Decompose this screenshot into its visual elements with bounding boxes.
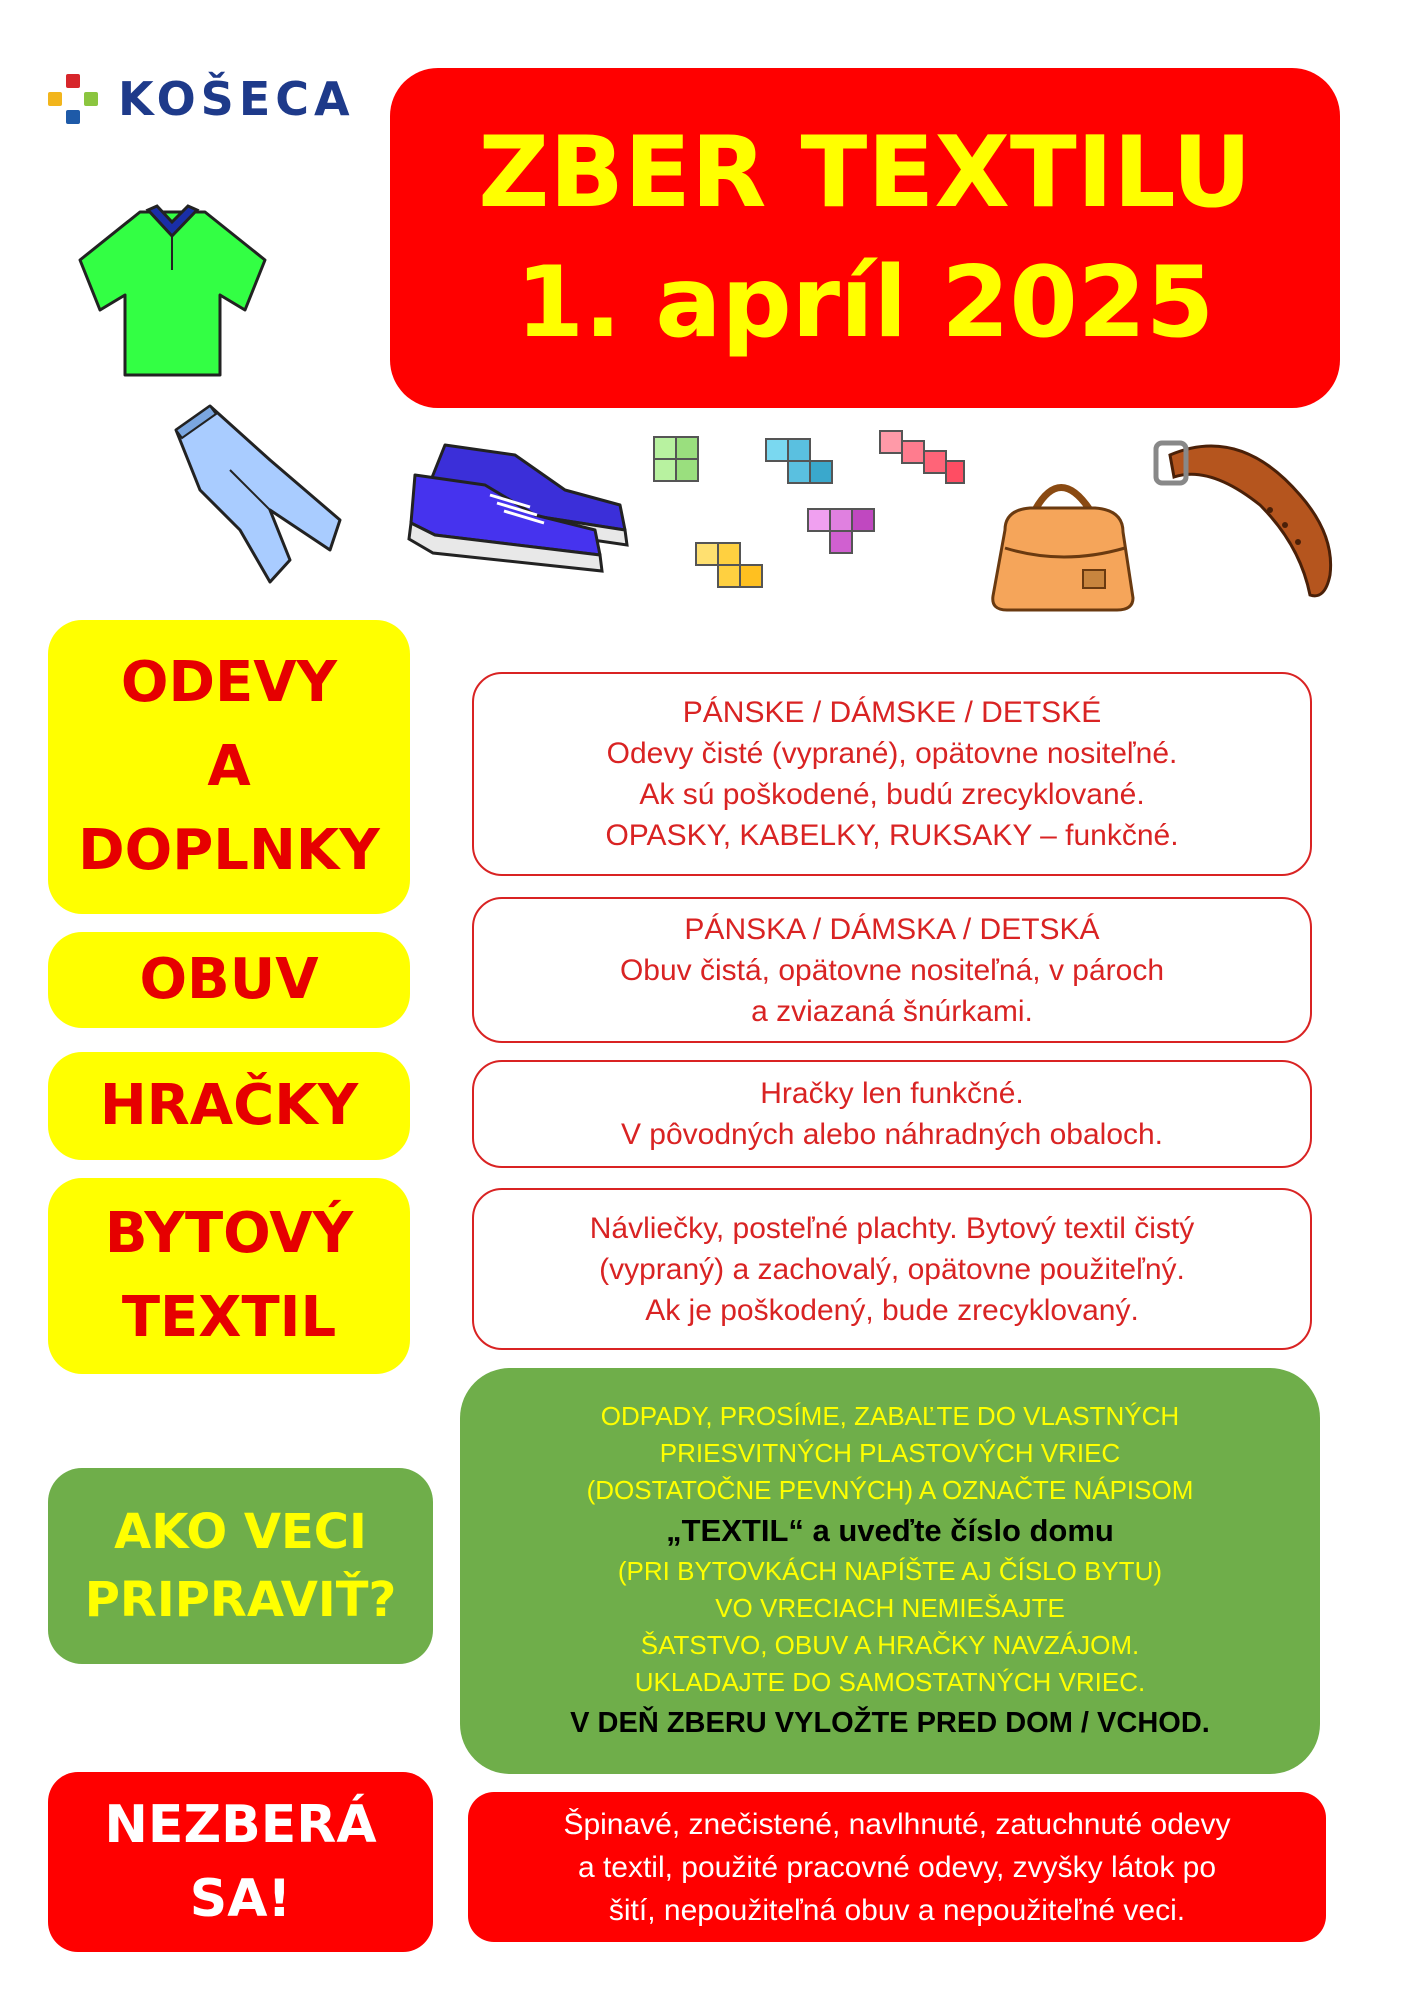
label-line: BYTOVÝ	[104, 1201, 354, 1266]
title-date: 1. apríl 2025	[515, 246, 1215, 360]
desc-line: OPASKY, KABELKY, RUKSAKY – funkčné.	[605, 819, 1179, 852]
not-collected-desc	[468, 1792, 1326, 1942]
desc-line: PÁNSKA / DÁMSKA / DETSKÁ	[684, 912, 1100, 946]
sneakers-icon	[405, 435, 635, 575]
instruction-line: VO VRECIACH NEMIEŠAJTE	[715, 1592, 1065, 1623]
desc-line: Špinavé, znečistené, navlhnuté, zatuchnuté odevy	[563, 1807, 1231, 1841]
desc-line: Návliečky, posteľné plachty. Bytový textil čistý	[589, 1211, 1195, 1245]
desc-line: Obuv čistá, opätovne nositeľná, v pároch	[619, 953, 1165, 987]
category-shoes-desc	[472, 897, 1312, 1043]
desc-line: a textil, použité pracovné odevy, zvyšky látok po	[577, 1850, 1217, 1884]
desc-line: PÁNSKE / DÁMSKE / DETSKÉ	[682, 696, 1102, 729]
label-line: TEXTIL	[121, 1285, 337, 1350]
category-toys-label	[48, 1052, 410, 1160]
logo-mark-icon	[48, 74, 100, 126]
instruction-emphasis: V DEŇ ZBERU VYLOŽTE PRED DOM / VCHOD.	[570, 1706, 1210, 1739]
how-to-prepare-instructions	[460, 1368, 1320, 1774]
jeans-icon	[170, 400, 355, 590]
logo	[48, 70, 368, 130]
category-toys-desc	[472, 1060, 1312, 1168]
instruction-line: UKLADAJTE DO SAMOSTATNÝCH VRIEC.	[634, 1666, 1146, 1697]
desc-line: Hračky len funkčné.	[760, 1077, 1024, 1110]
desc-line: Odevy čisté (vyprané), opätovne nositeľné.	[606, 737, 1178, 770]
title-banner	[390, 68, 1340, 408]
instruction-line: ŠATSTVO, OBUV A HRAČKY NAVZÁJOM.	[640, 1629, 1140, 1660]
belt-icon	[1150, 425, 1340, 605]
instruction-line: (PRI BYTOVKÁCH NAPÍŠTE AJ ČÍSLO BYTU)	[617, 1555, 1163, 1586]
logo-text: KOŠECA	[118, 72, 355, 126]
desc-line: a zviazaná šnúrkami.	[751, 994, 1033, 1028]
instruction-line: PRIESVITNÝCH PLASTOVÝCH VRIEC	[659, 1437, 1121, 1468]
desc-line: Ak sú poškodené, budú zrecyklované.	[639, 778, 1145, 811]
category-clothes-desc	[472, 672, 1312, 876]
not-collected-label	[48, 1772, 433, 1952]
label-line: A	[207, 734, 251, 799]
category-home-textile-label	[48, 1178, 410, 1374]
category-shoes-label	[48, 932, 410, 1028]
title-heading: ZBER TEXTILU	[478, 116, 1252, 230]
label-line: OBUV	[139, 947, 319, 1012]
label-line: SA!	[189, 1869, 292, 1929]
label-line: AKO VECI	[114, 1504, 367, 1560]
desc-line: Ak je poškodený, bude zrecyklovaný.	[645, 1293, 1139, 1327]
t-shirt-icon	[70, 200, 275, 385]
instruction-emphasis: „TEXTIL“ a uveďte číslo domu	[666, 1512, 1114, 1548]
desc-line: (vypraný) a zachovalý, opätovne použiteľný.	[599, 1252, 1185, 1286]
instruction-line: ODPADY, PROSÍME, ZABAĽTE DO VLASTNÝCH	[600, 1400, 1180, 1431]
how-to-prepare-label	[48, 1468, 433, 1664]
label-line: DOPLNKY	[78, 818, 380, 883]
label-line: NEZBERÁ	[104, 1795, 377, 1855]
category-clothes-label	[48, 620, 410, 914]
category-home-textile-desc	[472, 1188, 1312, 1350]
desc-line: šití, nepoužiteľná obuv a nepoužiteľné veci.	[608, 1893, 1186, 1927]
label-line: HRAČKY	[99, 1073, 359, 1138]
handbag-icon	[985, 470, 1140, 615]
label-line: PRIPRAVIŤ?	[84, 1572, 397, 1628]
label-line: ODEVY	[120, 650, 338, 715]
instruction-line: (DOSTATOČNE PEVNÝCH) A OZNAČTE NÁPISOM	[586, 1474, 1194, 1505]
toy-blocks-icon	[640, 425, 970, 605]
desc-line: V pôvodných alebo náhradných obaloch.	[620, 1118, 1164, 1151]
